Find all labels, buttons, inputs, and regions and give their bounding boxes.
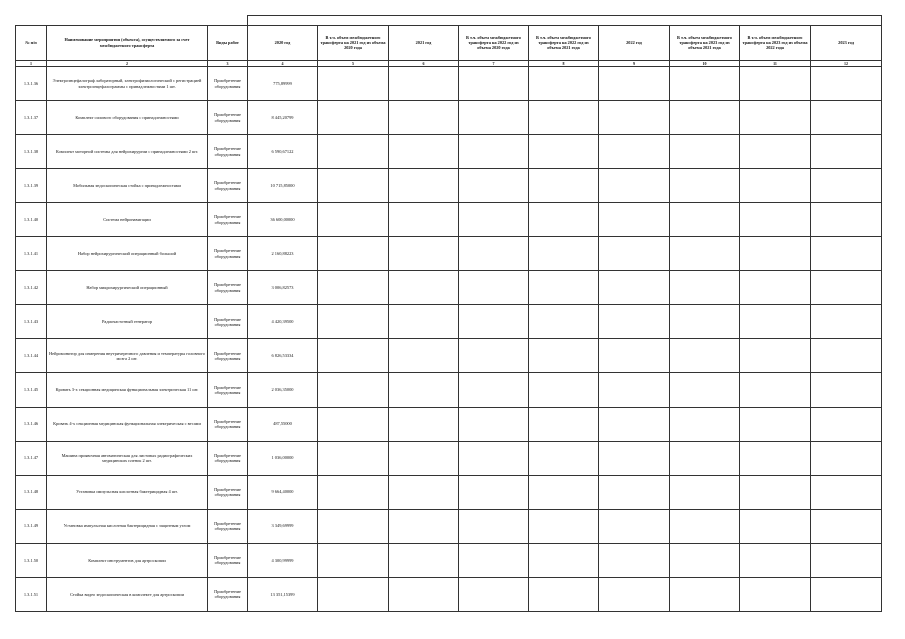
- row-work-type: Приобретение оборудования: [208, 441, 248, 475]
- row-empty-cell: [599, 577, 670, 611]
- row-empty-cell: [389, 407, 459, 441]
- row-empty-cell: [529, 203, 599, 237]
- column-number: 9: [599, 60, 670, 66]
- row-code: 1.3.1.38: [16, 135, 47, 169]
- row-value-2020: 6 826,53334: [248, 339, 318, 373]
- column-number: 2: [47, 60, 208, 66]
- row-name: Набор нейрохирургический операционный большой: [47, 237, 208, 271]
- row-code: 1.3.1.48: [16, 475, 47, 509]
- col-header-num: № п/п: [16, 25, 47, 60]
- row-empty-cell: [740, 135, 811, 169]
- col-header-2020: 2020 год: [248, 25, 318, 60]
- row-work-type: Приобретение оборудования: [208, 271, 248, 305]
- column-number: 1: [16, 60, 47, 66]
- table-row: [16, 577, 882, 611]
- row-name: Комплект силового оборудования с принадлежностями: [47, 101, 208, 135]
- row-empty-cell: [811, 203, 882, 237]
- row-empty-cell: [740, 169, 811, 203]
- row-empty-cell: [389, 271, 459, 305]
- row-code: 1.3.1.37: [16, 101, 47, 135]
- row-empty-cell: [529, 577, 599, 611]
- row-empty-cell: [740, 237, 811, 271]
- row-empty-cell: [599, 203, 670, 237]
- row-value-2020: 36 600,00000: [248, 203, 318, 237]
- row-empty-cell: [459, 101, 529, 135]
- col-header-2023: 2023 год: [811, 25, 882, 60]
- row-empty-cell: [811, 475, 882, 509]
- column-number: 4: [248, 60, 318, 66]
- col-header-2021: 2021 год: [389, 25, 459, 60]
- row-empty-cell: [459, 441, 529, 475]
- row-empty-cell: [811, 339, 882, 373]
- row-empty-cell: [389, 543, 459, 577]
- col-header-name: Наименование мероприятия (объекта), осуществляемого за счет межбюджетного трансферта: [47, 25, 208, 60]
- row-empty-cell: [740, 101, 811, 135]
- row-empty-cell: [670, 237, 740, 271]
- row-empty-cell: [529, 305, 599, 339]
- row-empty-cell: [459, 509, 529, 543]
- row-empty-cell: [740, 203, 811, 237]
- row-empty-cell: [529, 441, 599, 475]
- row-name: Кровать 3-х секционная медицинская функциональная электрическая 11 шт.: [47, 373, 208, 407]
- row-empty-cell: [599, 475, 670, 509]
- row-work-type: Приобретение оборудования: [208, 373, 248, 407]
- row-empty-cell: [318, 237, 389, 271]
- row-empty-cell: [599, 237, 670, 271]
- row-empty-cell: [529, 237, 599, 271]
- table-body: [16, 16, 882, 612]
- row-empty-cell: [389, 339, 459, 373]
- table-row: [16, 135, 882, 169]
- row-empty-cell: [318, 339, 389, 373]
- funding-table: [15, 15, 882, 612]
- row-code: 1.3.1.51: [16, 577, 47, 611]
- row-value-2020: 487,55000: [248, 407, 318, 441]
- row-empty-cell: [529, 543, 599, 577]
- table-row: [16, 475, 882, 509]
- header-top-rule: [16, 16, 882, 26]
- row-empty-cell: [459, 543, 529, 577]
- row-empty-cell: [670, 509, 740, 543]
- row-empty-cell: [318, 407, 389, 441]
- row-code: 1.3.1.47: [16, 441, 47, 475]
- row-empty-cell: [599, 441, 670, 475]
- row-name: Электроэнцефалограф лабораторный, электрофизиологический с регистрацией электроэнцефалограммы с принадлежностями 1 шт.: [47, 67, 208, 101]
- row-work-type: Приобретение оборудования: [208, 475, 248, 509]
- column-number: 6: [389, 60, 459, 66]
- row-empty-cell: [389, 237, 459, 271]
- row-name: Стойка видео эндоскопическая в комплекте для артроскопии: [47, 577, 208, 611]
- row-value-2020: 13 351,15399: [248, 577, 318, 611]
- row-code: 1.3.1.49: [16, 509, 47, 543]
- row-work-type: Приобретение оборудования: [208, 543, 248, 577]
- row-work-type: Приобретение оборудования: [208, 339, 248, 373]
- row-value-2020: 4 420,39500: [248, 305, 318, 339]
- col-header-2022-from-2020: В т.ч. объем межбюджетного трансферта на 2022 год из объема 2020 года: [459, 25, 529, 60]
- row-empty-cell: [740, 407, 811, 441]
- row-code: 1.3.1.43: [16, 305, 47, 339]
- row-empty-cell: [811, 135, 882, 169]
- table-row: [16, 237, 882, 271]
- row-empty-cell: [811, 407, 882, 441]
- row-empty-cell: [529, 135, 599, 169]
- row-empty-cell: [740, 509, 811, 543]
- row-work-type: Приобретение оборудования: [208, 305, 248, 339]
- table-row: [16, 305, 882, 339]
- row-empty-cell: [459, 577, 529, 611]
- row-name: Система нейронавигации: [47, 203, 208, 237]
- table-row: [16, 169, 882, 203]
- table-row: [16, 373, 882, 407]
- row-empty-cell: [318, 441, 389, 475]
- row-empty-cell: [811, 373, 882, 407]
- row-empty-cell: [811, 271, 882, 305]
- row-empty-cell: [740, 373, 811, 407]
- row-empty-cell: [811, 543, 882, 577]
- table-row: [16, 67, 882, 101]
- row-code: 1.3.1.45: [16, 373, 47, 407]
- row-empty-cell: [670, 305, 740, 339]
- row-empty-cell: [389, 203, 459, 237]
- row-value-2020: 3 006,82573: [248, 271, 318, 305]
- row-work-type: Приобретение оборудования: [208, 407, 248, 441]
- column-number: 3: [208, 60, 248, 66]
- col-header-2023-from-2022: В т.ч. объем межбюджетного трансферта на 2023 год из объема 2022 года: [740, 25, 811, 60]
- row-empty-cell: [389, 101, 459, 135]
- row-empty-cell: [740, 271, 811, 305]
- row-empty-cell: [389, 135, 459, 169]
- row-empty-cell: [389, 577, 459, 611]
- row-empty-cell: [318, 67, 389, 101]
- table-row: [16, 407, 882, 441]
- row-code: 1.3.1.50: [16, 543, 47, 577]
- row-code: 1.3.1.41: [16, 237, 47, 271]
- row-empty-cell: [459, 271, 529, 305]
- row-empty-cell: [599, 407, 670, 441]
- row-empty-cell: [811, 101, 882, 135]
- row-empty-cell: [599, 67, 670, 101]
- row-empty-cell: [599, 373, 670, 407]
- row-empty-cell: [599, 339, 670, 373]
- row-name: Мобильная эндоскопическая стойка с принадлежностями: [47, 169, 208, 203]
- row-empty-cell: [459, 407, 529, 441]
- row-empty-cell: [389, 67, 459, 101]
- row-empty-cell: [740, 305, 811, 339]
- column-number: 7: [459, 60, 529, 66]
- row-value-2020: 4 300,99999: [248, 543, 318, 577]
- row-value-2020: 6 590,67122: [248, 135, 318, 169]
- row-work-type: Приобретение оборудования: [208, 101, 248, 135]
- row-empty-cell: [599, 169, 670, 203]
- row-empty-cell: [389, 475, 459, 509]
- row-empty-cell: [318, 543, 389, 577]
- row-empty-cell: [599, 543, 670, 577]
- row-code: 1.3.1.44: [16, 339, 47, 373]
- row-value-2020: 1 036,00000: [248, 441, 318, 475]
- row-empty-cell: [529, 101, 599, 135]
- row-value-2020: 2 160,88223: [248, 237, 318, 271]
- row-empty-cell: [670, 543, 740, 577]
- column-number: 8: [529, 60, 599, 66]
- table-row: [16, 441, 882, 475]
- col-header-2021-from-2020: В т.ч. объем межбюджетного трансферта на 2021 год из объема 2020 года: [318, 25, 389, 60]
- row-work-type: Приобретение оборудования: [208, 577, 248, 611]
- row-value-2020: 775,89999: [248, 67, 318, 101]
- row-work-type: Приобретение оборудования: [208, 237, 248, 271]
- row-empty-cell: [670, 339, 740, 373]
- row-empty-cell: [389, 169, 459, 203]
- table-row: [16, 271, 882, 305]
- row-empty-cell: [670, 441, 740, 475]
- row-value-2020: 2 036,35000: [248, 373, 318, 407]
- row-empty-cell: [811, 577, 882, 611]
- table-row: [16, 339, 882, 373]
- table-row: [16, 509, 882, 543]
- row-empty-cell: [318, 509, 389, 543]
- row-empty-cell: [811, 509, 882, 543]
- table-row: [16, 203, 882, 237]
- row-empty-cell: [670, 135, 740, 169]
- row-empty-cell: [389, 373, 459, 407]
- row-empty-cell: [599, 101, 670, 135]
- row-empty-cell: [529, 475, 599, 509]
- row-empty-cell: [811, 67, 882, 101]
- row-empty-cell: [670, 67, 740, 101]
- row-empty-cell: [670, 101, 740, 135]
- row-empty-cell: [318, 475, 389, 509]
- column-number: 10: [670, 60, 740, 66]
- row-empty-cell: [670, 407, 740, 441]
- row-value-2020: 9 664,40000: [248, 475, 318, 509]
- row-value-2020: 10 715,85000: [248, 169, 318, 203]
- table-row: [16, 543, 882, 577]
- row-empty-cell: [318, 135, 389, 169]
- row-value-2020: 8 445,20799: [248, 101, 318, 135]
- column-number: 11: [740, 60, 811, 66]
- row-code: 1.3.1.36: [16, 67, 47, 101]
- row-name: Установка импульсная кислотная бактерицидная с защитным углом: [47, 509, 208, 543]
- row-empty-cell: [529, 339, 599, 373]
- row-empty-cell: [670, 577, 740, 611]
- row-work-type: Приобретение оборудования: [208, 169, 248, 203]
- row-empty-cell: [529, 67, 599, 101]
- row-empty-cell: [599, 271, 670, 305]
- row-name: Нейромонитор для измерения внутричерепного давления и температуры головного мозга 2 шт.: [47, 339, 208, 373]
- col-header-2022-from-2021: В т.ч. объем межбюджетного трансферта на 2022 год из объема 2021 года: [529, 25, 599, 60]
- col-header-work: Виды работ: [208, 25, 248, 60]
- col-header-2022: 2022 год: [599, 25, 670, 60]
- row-empty-cell: [318, 373, 389, 407]
- row-value-2020: 3 349,69999: [248, 509, 318, 543]
- row-empty-cell: [459, 67, 529, 101]
- row-empty-cell: [318, 271, 389, 305]
- row-empty-cell: [740, 339, 811, 373]
- row-work-type: Приобретение оборудования: [208, 203, 248, 237]
- row-empty-cell: [529, 271, 599, 305]
- row-empty-cell: [318, 203, 389, 237]
- row-empty-cell: [670, 373, 740, 407]
- row-empty-cell: [811, 237, 882, 271]
- row-name: Радиочастотный генератор: [47, 305, 208, 339]
- col-header-2023-from-2021: В т.ч. объем межбюджетного трансферта на 2023 год из объема 2021 года: [670, 25, 740, 60]
- row-empty-cell: [459, 237, 529, 271]
- row-code: 1.3.1.40: [16, 203, 47, 237]
- row-name: Кровать 4-х секционная медицинская функциональная электрическая с весами: [47, 407, 208, 441]
- row-empty-cell: [459, 373, 529, 407]
- row-empty-cell: [459, 475, 529, 509]
- row-empty-cell: [740, 475, 811, 509]
- row-empty-cell: [459, 169, 529, 203]
- column-number: 5: [318, 60, 389, 66]
- header-top-blank: [16, 16, 248, 26]
- row-empty-cell: [529, 509, 599, 543]
- row-code: 1.3.1.39: [16, 169, 47, 203]
- row-empty-cell: [318, 101, 389, 135]
- column-number: 12: [811, 60, 882, 66]
- row-empty-cell: [389, 441, 459, 475]
- header-row: [16, 25, 882, 60]
- row-empty-cell: [529, 407, 599, 441]
- row-empty-cell: [740, 441, 811, 475]
- row-empty-cell: [318, 169, 389, 203]
- row-empty-cell: [811, 169, 882, 203]
- row-code: 1.3.1.42: [16, 271, 47, 305]
- row-empty-cell: [389, 509, 459, 543]
- row-empty-cell: [318, 577, 389, 611]
- row-empty-cell: [529, 169, 599, 203]
- row-empty-cell: [529, 373, 599, 407]
- row-empty-cell: [318, 305, 389, 339]
- row-empty-cell: [459, 203, 529, 237]
- row-empty-cell: [389, 305, 459, 339]
- row-name: Набор микрохирургический операционный: [47, 271, 208, 305]
- row-empty-cell: [459, 135, 529, 169]
- row-empty-cell: [811, 441, 882, 475]
- row-name: Комплект инструментов для артроскопии: [47, 543, 208, 577]
- row-empty-cell: [599, 509, 670, 543]
- table-row: [16, 101, 882, 135]
- row-empty-cell: [459, 339, 529, 373]
- row-empty-cell: [811, 305, 882, 339]
- row-empty-cell: [599, 135, 670, 169]
- row-name: Комплект моторной системы для нейрохирургии с принадлежностями 2 шт.: [47, 135, 208, 169]
- row-empty-cell: [599, 305, 670, 339]
- row-empty-cell: [670, 271, 740, 305]
- row-work-type: Приобретение оборудования: [208, 67, 248, 101]
- row-empty-cell: [670, 475, 740, 509]
- row-code: 1.3.1.46: [16, 407, 47, 441]
- row-work-type: Приобретение оборудования: [208, 135, 248, 169]
- row-empty-cell: [740, 67, 811, 101]
- row-empty-cell: [740, 577, 811, 611]
- row-name: Установка импульсная кислотная бактерицидная 4 шт.: [47, 475, 208, 509]
- header-top-span: [248, 16, 882, 26]
- row-empty-cell: [670, 203, 740, 237]
- row-work-type: Приобретение оборудования: [208, 509, 248, 543]
- row-empty-cell: [670, 169, 740, 203]
- row-empty-cell: [740, 543, 811, 577]
- row-name: Машина проявочная автоматическая для листовых радиографических медицинских пленок 2 шт.: [47, 441, 208, 475]
- row-empty-cell: [459, 305, 529, 339]
